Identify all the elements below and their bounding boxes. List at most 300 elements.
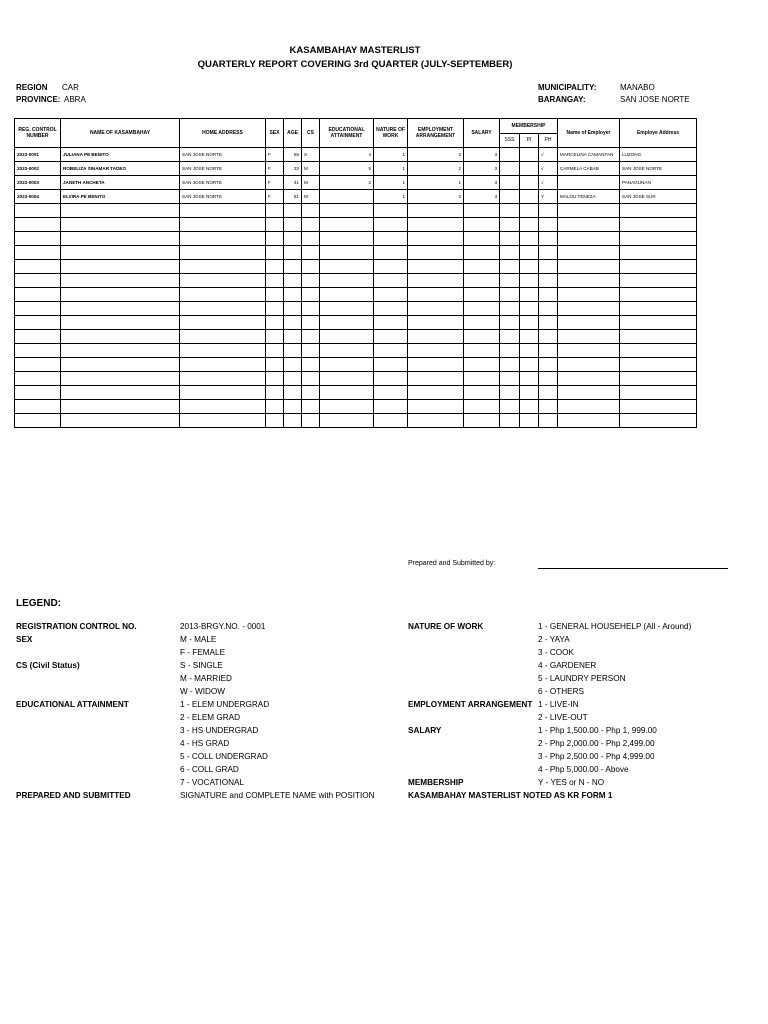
table-cell bbox=[61, 218, 180, 232]
table-cell bbox=[320, 414, 374, 428]
table-cell bbox=[180, 232, 266, 246]
barangay-label: BARANGAY: bbox=[538, 95, 586, 104]
table-cell bbox=[620, 330, 697, 344]
table-cell bbox=[408, 386, 464, 400]
table-cell bbox=[408, 274, 464, 288]
table-cell bbox=[266, 288, 284, 302]
table-cell bbox=[320, 204, 374, 218]
table-cell bbox=[302, 344, 320, 358]
table-cell bbox=[284, 400, 302, 414]
table-cell bbox=[464, 232, 500, 246]
legend-value: 3 - HS UNDERGRAD bbox=[180, 726, 259, 735]
table-cell bbox=[302, 246, 320, 260]
legend-value: S - SINGLE bbox=[180, 661, 223, 670]
table-cell bbox=[539, 302, 558, 316]
table-cell bbox=[266, 316, 284, 330]
table-cell bbox=[539, 330, 558, 344]
table-cell bbox=[266, 330, 284, 344]
table-cell: F bbox=[266, 148, 284, 162]
table-cell bbox=[302, 414, 320, 428]
table-cell bbox=[558, 414, 620, 428]
table-cell: JANETH ANCHETA bbox=[61, 176, 180, 190]
legend-value: 2 - LIVE-OUT bbox=[538, 713, 588, 722]
table-cell bbox=[374, 288, 408, 302]
table-cell bbox=[500, 372, 520, 386]
table-cell bbox=[500, 176, 520, 190]
table-cell bbox=[180, 358, 266, 372]
legend-value: 2013-BRGY.NO. - 0001 bbox=[180, 622, 266, 631]
table-cell bbox=[15, 218, 61, 232]
table-cell: 2023-0001 bbox=[15, 148, 61, 162]
table-cell: SAN JOSE NORTE bbox=[620, 162, 697, 176]
table-row bbox=[15, 246, 697, 260]
table-cell bbox=[558, 232, 620, 246]
table-cell bbox=[15, 400, 61, 414]
table-cell bbox=[15, 358, 61, 372]
legend-value: Y - YES or N - NO bbox=[538, 778, 605, 787]
province-value: ABRA bbox=[64, 95, 86, 104]
table-cell: 1 bbox=[374, 162, 408, 176]
table-cell: 33 bbox=[284, 162, 302, 176]
table-cell bbox=[374, 246, 408, 260]
table-cell bbox=[302, 400, 320, 414]
table-cell: 2023-0004 bbox=[15, 190, 61, 204]
table-cell: 3 bbox=[464, 190, 500, 204]
table-cell bbox=[15, 288, 61, 302]
table-cell bbox=[302, 316, 320, 330]
table-cell: Y bbox=[539, 190, 558, 204]
table-cell bbox=[520, 302, 539, 316]
table-cell bbox=[302, 386, 320, 400]
table-cell bbox=[284, 274, 302, 288]
table-cell bbox=[284, 358, 302, 372]
table-row bbox=[15, 162, 697, 176]
table-cell bbox=[374, 372, 408, 386]
table-cell: F bbox=[266, 190, 284, 204]
table-cell bbox=[302, 372, 320, 386]
table-cell bbox=[320, 316, 374, 330]
legend-value: 2 - Php 2,000.00 - Php 2,499.00 bbox=[538, 739, 655, 748]
table-cell bbox=[558, 302, 620, 316]
table-cell bbox=[558, 330, 620, 344]
table-cell bbox=[408, 330, 464, 344]
table-cell bbox=[464, 358, 500, 372]
table-cell bbox=[539, 218, 558, 232]
table-cell bbox=[15, 274, 61, 288]
col-sss: SSS bbox=[500, 133, 520, 148]
table-cell: 55 bbox=[284, 148, 302, 162]
table-cell bbox=[15, 330, 61, 344]
table-cell bbox=[520, 204, 539, 218]
table-row bbox=[15, 232, 697, 246]
table-cell bbox=[320, 358, 374, 372]
municipality-label: MUNICIPALITY: bbox=[538, 83, 597, 92]
table-cell bbox=[558, 218, 620, 232]
table-cell bbox=[266, 372, 284, 386]
table-cell bbox=[374, 218, 408, 232]
table-cell bbox=[464, 260, 500, 274]
table-cell bbox=[558, 358, 620, 372]
table-cell bbox=[61, 302, 180, 316]
table-cell bbox=[320, 400, 374, 414]
table-cell bbox=[620, 358, 697, 372]
table-cell: JULIANA PE BENITO bbox=[61, 148, 180, 162]
table-cell bbox=[284, 260, 302, 274]
legend-value: 3 - Php 2,500.00 - Php 4,999.00 bbox=[538, 752, 655, 761]
col-salary: SALARY bbox=[464, 119, 500, 148]
table-cell bbox=[408, 260, 464, 274]
table-cell bbox=[374, 302, 408, 316]
table-cell bbox=[620, 246, 697, 260]
legend-value: 1 - GENERAL HOUSEHELP (All - Around) bbox=[538, 622, 692, 631]
table-row bbox=[15, 288, 697, 302]
table-cell bbox=[302, 274, 320, 288]
table-cell bbox=[464, 414, 500, 428]
table-cell bbox=[558, 246, 620, 260]
table-cell: F bbox=[266, 162, 284, 176]
table-cell bbox=[320, 288, 374, 302]
region-value: CAR bbox=[62, 83, 79, 92]
table-cell bbox=[500, 330, 520, 344]
legend-value: 1 - Php 1,500.00 - Php 1, 999.00 bbox=[538, 726, 657, 735]
table-cell bbox=[302, 218, 320, 232]
table-row bbox=[15, 260, 697, 274]
table-cell bbox=[558, 288, 620, 302]
page-title: KASAMBAHAY MASTERLIST bbox=[289, 45, 421, 56]
table-cell bbox=[374, 204, 408, 218]
table-cell bbox=[266, 400, 284, 414]
table-cell bbox=[500, 288, 520, 302]
table-cell bbox=[558, 204, 620, 218]
table-cell bbox=[284, 246, 302, 260]
col-pi: PI bbox=[520, 133, 539, 148]
table-cell bbox=[620, 274, 697, 288]
legend-value: 4 - GARDENER bbox=[538, 661, 597, 670]
table-cell bbox=[266, 218, 284, 232]
table-cell bbox=[520, 148, 539, 162]
page-subtitle: QUARTERLY REPORT COVERING 3rd QUARTER (JULY-SEPTEMBER) bbox=[197, 59, 513, 70]
table-cell bbox=[408, 204, 464, 218]
col-employment: EMPLOYMENT ARRANGEMENT bbox=[408, 119, 464, 148]
table-cell bbox=[15, 204, 61, 218]
table-cell bbox=[320, 190, 374, 204]
col-name: NAME OF KASAMBAHAY bbox=[61, 119, 180, 148]
table-cell bbox=[620, 400, 697, 414]
table-row bbox=[15, 344, 697, 358]
table-cell bbox=[539, 372, 558, 386]
table-cell bbox=[284, 372, 302, 386]
table-cell bbox=[320, 330, 374, 344]
table-row bbox=[15, 148, 697, 162]
table-cell bbox=[539, 344, 558, 358]
table-cell bbox=[284, 330, 302, 344]
table-cell: 1 bbox=[408, 176, 464, 190]
table-cell: 41 bbox=[284, 176, 302, 190]
table-cell: SAN JOSE NORTE bbox=[180, 190, 266, 204]
col-sex: SEX bbox=[266, 119, 284, 148]
table-cell bbox=[180, 288, 266, 302]
table-cell bbox=[302, 204, 320, 218]
legend-title: LEGEND: bbox=[16, 598, 61, 609]
table-row bbox=[15, 302, 697, 316]
table-cell bbox=[374, 344, 408, 358]
table-cell: ROBELIZA SINAMAR TADEO bbox=[61, 162, 180, 176]
table-cell bbox=[61, 232, 180, 246]
table-cell bbox=[464, 218, 500, 232]
col-employer: Name of Employer bbox=[558, 119, 620, 148]
table-cell bbox=[61, 330, 180, 344]
table-body bbox=[15, 148, 697, 428]
table-cell bbox=[180, 372, 266, 386]
table-row bbox=[15, 386, 697, 400]
table-cell: ELVIRA PE BENITO bbox=[61, 190, 180, 204]
table-cell bbox=[320, 344, 374, 358]
table-cell bbox=[539, 260, 558, 274]
masterlist-table bbox=[14, 118, 697, 428]
table-cell bbox=[558, 176, 620, 190]
table-cell bbox=[284, 288, 302, 302]
table-cell bbox=[302, 302, 320, 316]
table-cell bbox=[520, 190, 539, 204]
legend-value: F - FEMALE bbox=[180, 648, 226, 657]
table-cell bbox=[180, 344, 266, 358]
table-cell bbox=[539, 358, 558, 372]
table-cell bbox=[15, 260, 61, 274]
table-row bbox=[15, 372, 697, 386]
table-cell bbox=[374, 414, 408, 428]
table-cell bbox=[266, 358, 284, 372]
table-cell: MARCELINA CAMANTAN bbox=[558, 148, 620, 162]
col-home-address: HOME ADDRESS bbox=[180, 119, 266, 148]
table-cell bbox=[500, 204, 520, 218]
table-cell: 3 bbox=[464, 148, 500, 162]
legend-label: REGISTRATION CONTROL NO. bbox=[16, 622, 137, 631]
table-cell bbox=[180, 274, 266, 288]
col-cs: CS bbox=[302, 119, 320, 148]
col-membership: MEMBERSHIP bbox=[500, 119, 558, 134]
table-cell bbox=[464, 344, 500, 358]
table-cell bbox=[61, 204, 180, 218]
table-row bbox=[15, 176, 697, 190]
table-cell bbox=[320, 302, 374, 316]
table-cell bbox=[15, 414, 61, 428]
table-cell bbox=[266, 204, 284, 218]
table-cell bbox=[302, 288, 320, 302]
legend-value: SIGNATURE and COMPLETE NAME with POSITION bbox=[180, 791, 375, 800]
table-cell bbox=[374, 358, 408, 372]
col-educ: EDUCATIONAL ATTAINMENT bbox=[320, 119, 374, 148]
legend-value: 1 - ELEM UNDERGRAD bbox=[180, 700, 270, 709]
table-cell bbox=[408, 400, 464, 414]
legend-value: M - MALE bbox=[180, 635, 217, 644]
table-cell bbox=[15, 246, 61, 260]
col-employer-address: Employe Address bbox=[620, 119, 697, 148]
table-cell bbox=[266, 302, 284, 316]
table-row bbox=[15, 358, 697, 372]
table-cell bbox=[558, 400, 620, 414]
legend-value: 4 - Php 5,000.00 - Above bbox=[538, 765, 629, 774]
table-cell bbox=[464, 372, 500, 386]
table-cell bbox=[520, 344, 539, 358]
table-cell bbox=[374, 274, 408, 288]
table-cell bbox=[266, 274, 284, 288]
table-cell bbox=[500, 260, 520, 274]
table-cell bbox=[464, 246, 500, 260]
table-cell bbox=[500, 190, 520, 204]
table-cell bbox=[539, 400, 558, 414]
legend-value: 2 - ELEM GRAD bbox=[180, 713, 241, 722]
table-cell bbox=[61, 344, 180, 358]
table-cell bbox=[620, 288, 697, 302]
table-cell: MALOU TENEZA bbox=[558, 190, 620, 204]
table-cell bbox=[464, 316, 500, 330]
table-row bbox=[15, 414, 697, 428]
table-cell bbox=[61, 274, 180, 288]
table-cell: SAN JOSE SUR bbox=[620, 190, 697, 204]
table-cell bbox=[408, 288, 464, 302]
table-cell bbox=[284, 316, 302, 330]
table-cell bbox=[520, 330, 539, 344]
table-cell bbox=[284, 204, 302, 218]
table-cell bbox=[284, 344, 302, 358]
table-cell: 2023-0002 bbox=[15, 162, 61, 176]
table-cell bbox=[539, 414, 558, 428]
table-cell: √ bbox=[539, 162, 558, 176]
table-cell bbox=[61, 288, 180, 302]
legend-value: 6 - OTHERS bbox=[538, 687, 584, 696]
table-cell bbox=[408, 372, 464, 386]
table-cell bbox=[15, 344, 61, 358]
legend-label: MEMBERSHIP bbox=[408, 778, 464, 787]
table-cell bbox=[558, 372, 620, 386]
table-cell bbox=[61, 316, 180, 330]
table-row bbox=[15, 218, 697, 232]
table-cell bbox=[500, 400, 520, 414]
legend-value: 5 - LAUNDRY PERSON bbox=[538, 674, 626, 683]
table-cell bbox=[464, 386, 500, 400]
table-cell: 3 bbox=[464, 162, 500, 176]
table-cell bbox=[408, 246, 464, 260]
table-cell bbox=[520, 400, 539, 414]
table-cell bbox=[374, 232, 408, 246]
table-cell: 1 bbox=[374, 176, 408, 190]
table-cell bbox=[408, 218, 464, 232]
table-cell bbox=[284, 414, 302, 428]
table-cell bbox=[15, 372, 61, 386]
table-cell bbox=[180, 246, 266, 260]
table-cell bbox=[61, 260, 180, 274]
table-row bbox=[15, 330, 697, 344]
table-cell bbox=[302, 330, 320, 344]
table-cell: 51 bbox=[284, 190, 302, 204]
table-cell bbox=[180, 218, 266, 232]
table-cell bbox=[500, 386, 520, 400]
table-cell: SAN JOSE NORTE bbox=[180, 176, 266, 190]
table-cell bbox=[464, 302, 500, 316]
table-cell bbox=[620, 260, 697, 274]
table-cell bbox=[374, 400, 408, 414]
table-cell bbox=[464, 330, 500, 344]
table-cell bbox=[520, 372, 539, 386]
legend-value: 6 - COLL GRAD bbox=[180, 765, 239, 774]
table-cell bbox=[61, 414, 180, 428]
legend-label: CS (Civil Status) bbox=[16, 661, 80, 670]
table-cell: 3 bbox=[464, 176, 500, 190]
table-cell bbox=[61, 400, 180, 414]
table-cell bbox=[620, 372, 697, 386]
prepared-by-label: Prepared and Submitted by: bbox=[408, 560, 496, 567]
table-cell bbox=[284, 218, 302, 232]
table-cell bbox=[558, 316, 620, 330]
table-cell bbox=[180, 260, 266, 274]
legend-label: NATURE OF WORK bbox=[408, 622, 484, 631]
table-cell bbox=[558, 386, 620, 400]
table-cell bbox=[500, 316, 520, 330]
table-cell bbox=[620, 218, 697, 232]
table-cell: PANAGUNAN bbox=[620, 176, 697, 190]
legend-value: M - MARRIED bbox=[180, 674, 232, 683]
table-cell bbox=[500, 246, 520, 260]
table-cell: M bbox=[302, 176, 320, 190]
table-cell bbox=[520, 358, 539, 372]
table-cell bbox=[500, 358, 520, 372]
table-cell: 2 bbox=[320, 176, 374, 190]
table-cell: SAN JOSE NORTE bbox=[180, 162, 266, 176]
table-cell bbox=[408, 316, 464, 330]
table-cell: F bbox=[266, 176, 284, 190]
table-cell: CARMELA CABAB bbox=[558, 162, 620, 176]
table-cell bbox=[408, 358, 464, 372]
table-cell bbox=[180, 414, 266, 428]
legend-value: 2 - YAYA bbox=[538, 635, 570, 644]
table-cell: M bbox=[302, 162, 320, 176]
table-cell bbox=[500, 148, 520, 162]
table-cell bbox=[302, 358, 320, 372]
legend-label: PREPARED AND SUBMITTED bbox=[16, 791, 131, 800]
table-cell bbox=[374, 260, 408, 274]
table-cell bbox=[539, 246, 558, 260]
table-cell bbox=[320, 246, 374, 260]
table-cell: SAN JOSE NORTE bbox=[180, 148, 266, 162]
table-cell bbox=[539, 204, 558, 218]
table-cell bbox=[320, 274, 374, 288]
table-cell bbox=[464, 288, 500, 302]
table-row bbox=[15, 274, 697, 288]
table-cell bbox=[180, 204, 266, 218]
table-cell bbox=[61, 358, 180, 372]
table-cell bbox=[520, 316, 539, 330]
table-cell bbox=[500, 344, 520, 358]
table-cell bbox=[374, 330, 408, 344]
table-cell: 2 bbox=[408, 190, 464, 204]
table-cell bbox=[302, 260, 320, 274]
table-cell bbox=[520, 260, 539, 274]
table-cell bbox=[266, 232, 284, 246]
table-cell bbox=[520, 232, 539, 246]
table-cell bbox=[320, 218, 374, 232]
table-cell bbox=[374, 386, 408, 400]
table-cell bbox=[284, 302, 302, 316]
table-cell bbox=[539, 232, 558, 246]
table-cell bbox=[539, 288, 558, 302]
table-cell bbox=[302, 232, 320, 246]
legend-value: 3 - COOK bbox=[538, 648, 574, 657]
table-cell bbox=[180, 302, 266, 316]
col-age: AGE bbox=[284, 119, 302, 148]
table-cell bbox=[520, 274, 539, 288]
legend-label: EMPLOYMENT ARRANGEMENT bbox=[408, 700, 533, 709]
table-cell bbox=[520, 162, 539, 176]
